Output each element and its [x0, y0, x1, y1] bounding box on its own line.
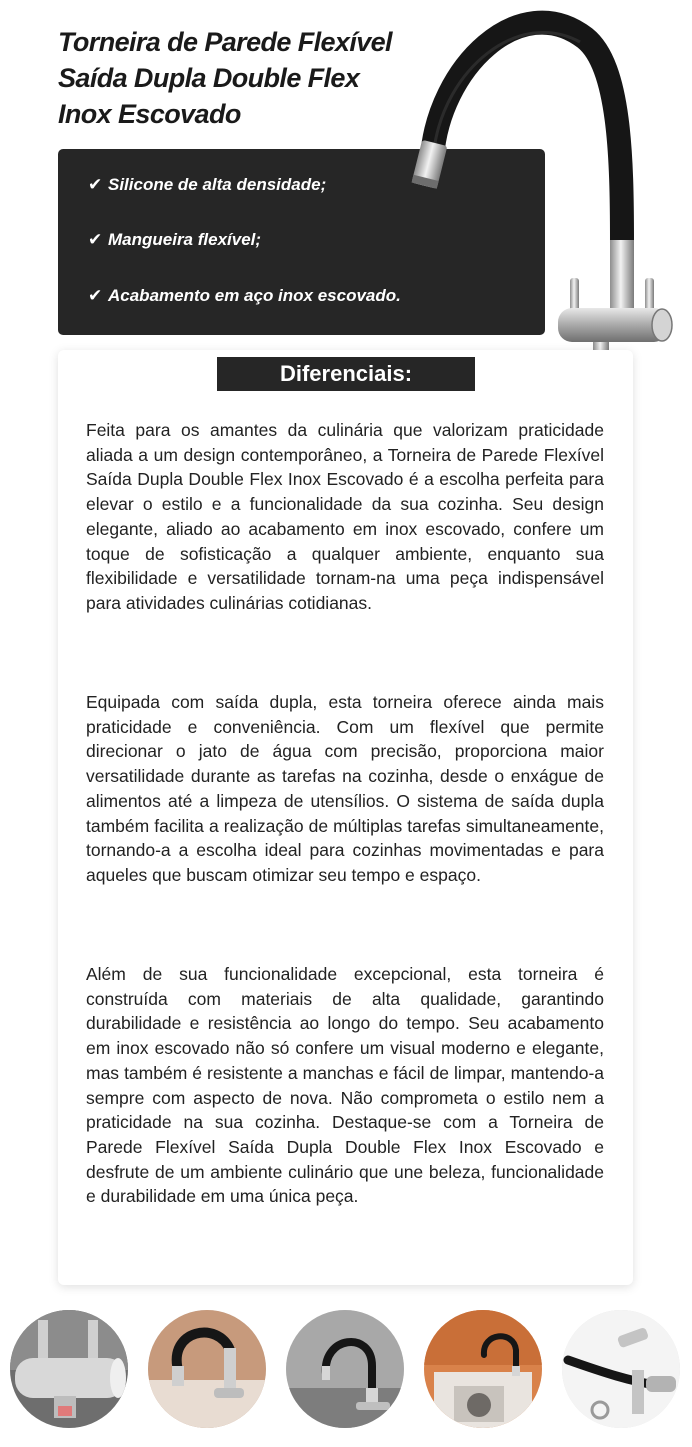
feature-item — [88, 230, 261, 250]
product-thumbnail-kitchen-scene[interactable] — [424, 1310, 542, 1428]
description-paragraph: Equipada com saída dupla, esta torneira oferece ainda mais praticidade e conveniência. Com um flexível que permite direcionar o jato de água com precisão, proporciona maior versatilidade durante as tarefas na cozinha, desde o enxágue de alimentos até a limpeza de utensílios. O sistema de saída dupla também facilita a realização de múltiplas tarefas simultaneamente, tornando-a a escolha ideal para cozinhas movimentadas e para aqueles que buscam otimizar seu tempo e espaço. — [86, 692, 604, 885]
description-paragraph: Feita para os amantes da culinária que valorizam praticidade aliada a um design contemporâneo, a Torneira de Parede Flexível Saída Dupla Double Flex Inox Escovado é a escolha perfeita para elevar o estilo e a funcionalidade da sua cozinha. Seu design elegante, aliado ao acabamento em inox escovado, confere um toque de sofisticação a qualquer ambiente, enquanto sua flexibilidade e versatilidade tornam-na uma peça indispensável para atividades culinárias cotidianas. — [86, 420, 604, 613]
product-thumbnail-base-detail[interactable] — [10, 1310, 128, 1428]
thumbnail-image — [10, 1310, 128, 1428]
product-title-line-2: Saída Dupla Double Flex — [58, 63, 360, 93]
check-icon: ✔ — [88, 175, 103, 194]
thumbnail-image — [286, 1310, 404, 1428]
product-title-line-1: Torneira de Parede Flexível — [58, 27, 392, 57]
feature-item — [88, 175, 326, 195]
product-title — [58, 24, 458, 132]
thumbnail-image — [562, 1310, 680, 1428]
feature-item — [88, 286, 401, 306]
section-heading: Diferenciais: — [217, 357, 475, 391]
check-icon: ✔ — [88, 230, 103, 249]
product-thumbnail-wall-mount[interactable] — [148, 1310, 266, 1428]
feature-label: Mangueira flexível; — [108, 230, 262, 249]
thumbnail-image — [148, 1310, 266, 1428]
feature-label: Acabamento em aço inox escovado. — [108, 286, 401, 305]
faucet-product-image — [400, 8, 690, 368]
product-title-line-3: Inox Escovado — [58, 99, 241, 129]
description-paragraph: Além de sua funcionalidade excepcional, esta torneira é construída com materiais de alta qualidade, garantindo durabilidade e resistência ao longo do tempo. Seu acabamento em inox escovado não só confere um visual moderno e elegante, mas também é resistente a manchas e fácil de limpar, mantendo-a sempre com aspecto de nova. Não comprometa o estilo nem a praticidade na sua cozinha. Destaque-se com a Torneira de Parede Flexível Saída Dupla Double Flex Inox Escovado e desfrute de um ambiente culinário que une beleza, funcionalidade e durabilidade em uma única peça. — [86, 964, 604, 1207]
product-thumbnail-parts[interactable] — [562, 1310, 680, 1428]
product-thumbnail-front-view[interactable] — [286, 1310, 404, 1428]
feature-label: Silicone de alta densidade; — [108, 175, 327, 194]
thumbnail-image — [424, 1310, 542, 1428]
check-icon: ✔ — [88, 286, 103, 305]
